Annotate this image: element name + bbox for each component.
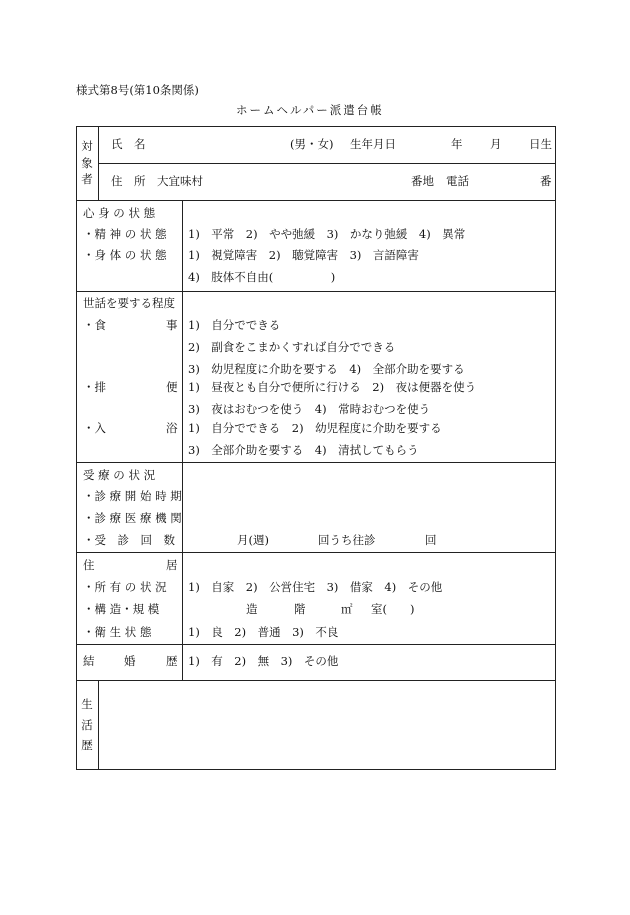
ownership-label: ・所 有 の 状 況	[83, 580, 167, 594]
month-week-label: 月(週)	[237, 533, 269, 547]
bath-option-1: 1) 自分でできる 2) 幼児程度に介助を要する	[188, 421, 442, 435]
table-divider	[98, 680, 99, 770]
bath-label: ・入	[83, 421, 106, 435]
meal-option-2: 2) 副食をこまかくすれば自分でできる	[188, 340, 396, 354]
table-divider	[76, 552, 556, 553]
excretion-label: ・排	[83, 380, 106, 394]
bath-label-end: 浴	[166, 421, 178, 435]
life-history-char: 活	[81, 717, 93, 732]
medical-heading: 受 療 の 状 況	[83, 468, 156, 482]
life-history-char: 歴	[81, 738, 93, 753]
marriage-label-1: 結	[83, 654, 95, 668]
meal-label: ・食	[83, 318, 106, 332]
meal-option-3: 3) 幼児程度に介助を要する 4) 全部介助を要する	[188, 362, 465, 376]
phone-label: 電話	[446, 174, 469, 188]
times-label: 回	[425, 533, 437, 547]
form-number: 様式第8号(第10条関係)	[76, 83, 199, 97]
banchi-label: 番地	[411, 174, 434, 188]
page-title: ホームヘルパー派遣台帳	[236, 103, 384, 117]
gender-choice: (男・女)	[290, 137, 334, 151]
excretion-option-1: 1) 昼夜とも自分で便所に行ける 2) 夜は便器を使う	[188, 380, 477, 394]
marriage-label-2: 婚	[124, 654, 136, 668]
excretion-option-2: 3) 夜はおむつを使う 4) 常時おむつを使う	[188, 402, 431, 416]
hygiene-label: ・衛 生 状 態	[83, 625, 152, 639]
life-history-char: 生	[81, 697, 93, 711]
table-divider	[76, 680, 556, 681]
physical-state-label: ・身 体 の 状 態	[83, 248, 167, 262]
year-label: 年	[451, 137, 463, 151]
structure-floors: 階	[294, 602, 306, 616]
structure-rooms: 室( )	[371, 602, 415, 616]
visit-count-label: ・受 診 回 数	[83, 533, 175, 547]
care-level-heading: 世話を要する程度	[83, 296, 175, 310]
structure-zou: 造	[246, 602, 258, 616]
village-name: 大宜味村	[157, 174, 203, 188]
name-label: 氏 名	[111, 137, 146, 151]
medical-institution-label: ・診 療 医 療 機 関	[83, 511, 182, 525]
home-visit-label: 回うち往診	[318, 533, 376, 547]
subject-label	[77, 138, 97, 188]
bath-option-2: 3) 全部介助を要する 4) 清拭してもらう	[188, 443, 419, 457]
table-divider	[76, 644, 556, 645]
table-divider	[76, 462, 556, 463]
structure-label: ・構 造・規 模	[83, 602, 160, 616]
mental-state-options: 1) 平常 2) やや弛緩 3) かなり弛緩 4) 異常	[188, 227, 466, 241]
dob-label: 生年月日	[350, 137, 396, 151]
marriage-options: 1) 有 2) 無 3) その他	[188, 654, 339, 668]
address-label: 住 所	[111, 174, 146, 188]
structure-area: ㎡	[341, 602, 353, 616]
physical-state-options: 1) 視覚障害 2) 聴覚障害 3) 言語障害	[188, 248, 419, 262]
ownership-options: 1) 自家 2) 公営住宅 3) 借家 4) その他	[188, 580, 443, 594]
housing-heading: 住	[83, 558, 95, 572]
meal-label-end: 事	[166, 318, 178, 332]
ban-label: 番	[540, 174, 552, 188]
hygiene-options: 1) 良 2) 普通 3) 不良	[188, 625, 339, 639]
table-divider	[76, 291, 556, 292]
table-divider	[98, 163, 556, 164]
subject-label-char: 対	[81, 139, 93, 153]
life-history-label	[77, 694, 97, 756]
subject-label-char: 者	[81, 172, 93, 187]
meal-option-1: 1) 自分でできる	[188, 318, 281, 332]
table-divider	[182, 200, 183, 680]
mental-state-label: ・精 神 の 状 態	[83, 227, 167, 241]
excretion-label-end: 便	[166, 380, 178, 394]
month-label: 月	[490, 137, 502, 151]
physical-state-options-extra: 4) 肢体不自由( )	[188, 270, 336, 284]
table-divider	[76, 200, 556, 201]
day-label: 日生	[529, 137, 552, 151]
housing-heading-end: 居	[166, 558, 178, 572]
marriage-label-3: 歴	[166, 654, 178, 668]
treatment-start-label: ・診 療 開 始 時 期	[83, 489, 182, 503]
mind-body-heading: 心 身 の 状 態	[83, 206, 156, 220]
subject-label-char: 象	[81, 155, 93, 170]
